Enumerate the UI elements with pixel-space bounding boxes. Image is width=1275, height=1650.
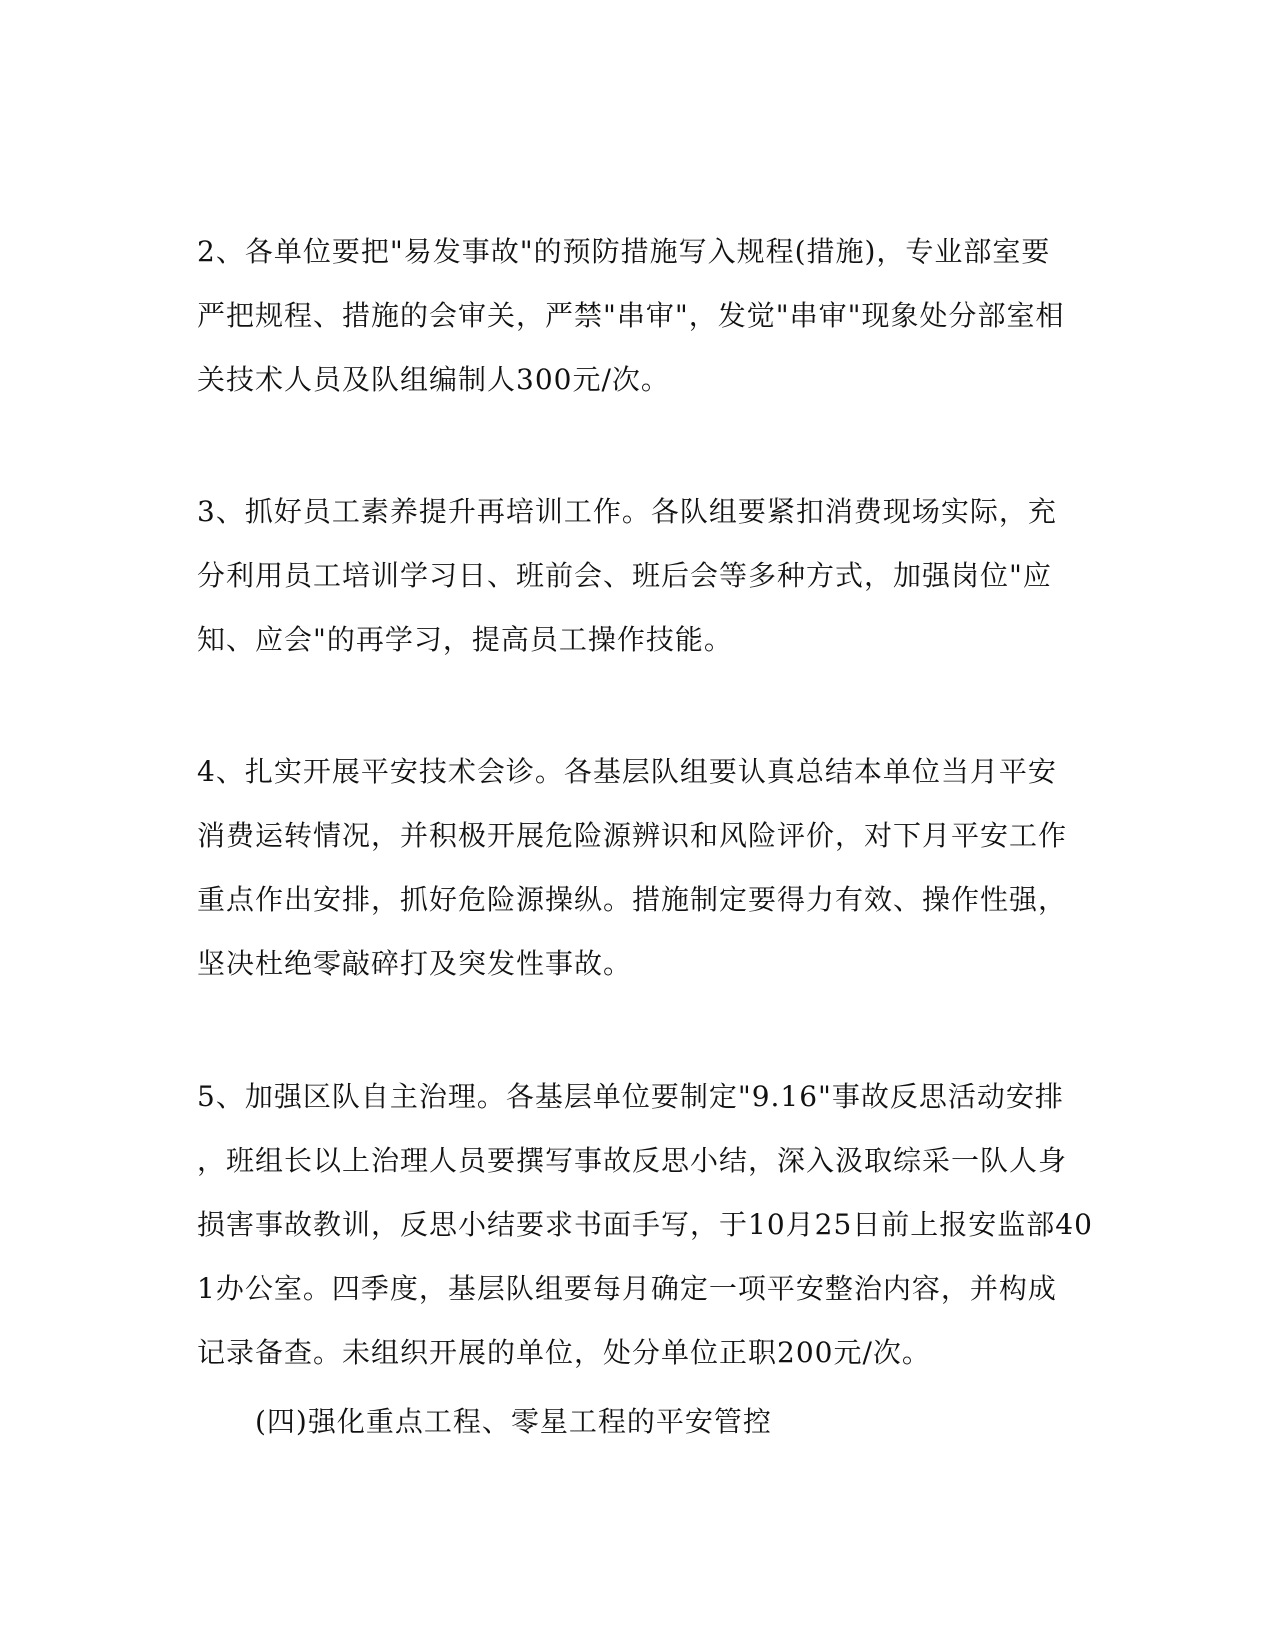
text-line: 损害事故教训，反思小结要求书面手写，于10月25日前上报安监部40 (197, 1208, 1093, 1241)
text-line: 1办公室。四季度，基层队组要每月确定一项平安整治内容，并构成 (197, 1272, 1057, 1305)
text-line: 严把规程、措施的会审关，严禁"串审"，发觉"串审"现象处分部室相 (197, 299, 1065, 332)
text-line: 2、各单位要把"易发事故"的预防措施写入规程(措施)，专业部室要 (197, 235, 1051, 268)
text-line: 记录备查。未组织开展的单位，处分单位正职200元/次。 (197, 1336, 931, 1369)
paragraph-item-2 (197, 220, 1077, 412)
text-line: ，班组长以上治理人员要撰写事故反思小结，深入汲取综采一队人身 (197, 1144, 1068, 1177)
text-line: 5、加强区队自主治理。各基层单位要制定"9.16"事故反思活动安排 (197, 1080, 1064, 1113)
paragraph-item-5 (197, 1065, 1093, 1385)
paragraph-item-4 (197, 740, 1077, 996)
text-line: 知、应会"的再学习，提高员工操作技能。 (197, 623, 733, 656)
text-line: 分利用员工培训学习日、班前会、班后会等多种方式，加强岗位"应 (197, 559, 1052, 592)
section-heading: (四)强化重点工程、零星工程的平安管控 (255, 1405, 772, 1438)
text-line: 消费运转情况，并积极开展危险源辨识和风险评价，对下月平安工作 (197, 819, 1068, 852)
text-line: 关技术人员及队组编制人300元/次。 (197, 363, 670, 396)
text-line: 重点作出安排，抓好危险源操纵。措施制定要得力有效、操作性强， (197, 883, 1068, 916)
text-line: 4、扎实开展平安技术会诊。各基层队组要认真总结本单位当月平安 (197, 755, 1057, 788)
paragraph-item-3 (197, 480, 1077, 672)
text-line: 坚决杜绝零敲碎打及突发性事故。 (197, 947, 633, 980)
text-line: 3、抓好员工素养提升再培训工作。各队组要紧扣消费现场实际，充 (197, 495, 1057, 528)
